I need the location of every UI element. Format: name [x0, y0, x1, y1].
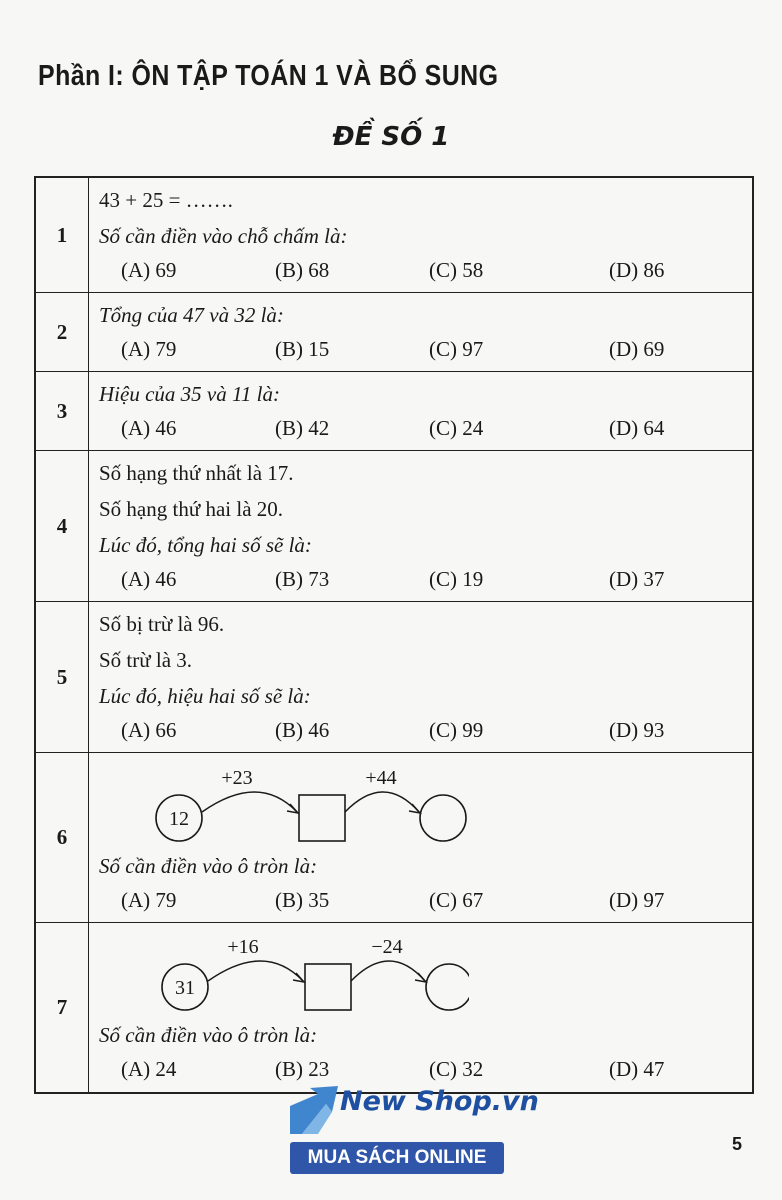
option-a[interactable]: (A) 24: [121, 1057, 177, 1082]
question-number: 2: [35, 293, 89, 372]
option-c[interactable]: (C) 24: [429, 416, 484, 440]
part-title: Phần I: ÔN TẬP TOÁN 1 VÀ BỔ SUNG: [38, 60, 499, 92]
question-number: 1: [35, 177, 89, 293]
question-body: [89, 602, 754, 753]
answer-circle[interactable]: [426, 964, 469, 1010]
option-c[interactable]: (C) 99: [429, 718, 484, 742]
newshop-logo[interactable]: [288, 1084, 539, 1178]
logo-tagline: MUA SÁCH ONLINE: [290, 1142, 504, 1174]
question-number: 7: [35, 923, 89, 1093]
option-d[interactable]: (D) 97: [609, 887, 665, 912]
option-b[interactable]: (B) 68: [275, 258, 330, 282]
option-c[interactable]: (C) 58: [429, 258, 484, 282]
answer-options: [99, 563, 742, 595]
arrow-1: [208, 961, 303, 981]
question-text: Số bị trừ là 96.: [99, 612, 225, 636]
option-b[interactable]: (B) 35: [275, 887, 330, 912]
option-b[interactable]: (B) 73: [275, 567, 330, 591]
operation-1: +23: [221, 766, 253, 789]
question-text: 43 + 25 = …….: [99, 188, 233, 212]
arrow-logo-icon: [288, 1084, 344, 1138]
operation-2: +44: [365, 766, 397, 789]
question-body: [89, 293, 754, 372]
question-number: 3: [35, 372, 89, 451]
start-number: 12: [169, 807, 189, 830]
logo-name: New Shop.vn: [340, 1086, 539, 1117]
question-prompt: Hiệu của 35 và 11 là:: [99, 382, 280, 406]
flow-diagram: [109, 760, 469, 848]
answer-options: [99, 254, 742, 286]
questions-table: [34, 176, 754, 1094]
option-a[interactable]: (A) 79: [121, 337, 177, 361]
question-row: [35, 451, 753, 602]
question-row: [35, 177, 753, 293]
page-number: 5: [732, 1134, 743, 1154]
answer-box[interactable]: [305, 964, 351, 1010]
question-prompt: Số cần điền vào ô tròn là:: [99, 1023, 318, 1048]
answer-box[interactable]: [299, 795, 345, 841]
answer-circle[interactable]: [420, 795, 466, 841]
option-a[interactable]: (A) 69: [121, 258, 177, 282]
option-b[interactable]: (B) 42: [275, 416, 330, 440]
exam-title: ĐỀ SỐ 1: [332, 122, 450, 152]
arrow-2: [345, 792, 419, 812]
question-row: [35, 923, 753, 1093]
question-text: Số hạng thứ hai là 20.: [99, 497, 284, 521]
question-prompt: Tổng của 47 và 32 là:: [99, 303, 284, 327]
arrow-2: [351, 961, 425, 981]
option-b[interactable]: (B) 15: [275, 337, 330, 361]
question-number: 5: [35, 602, 89, 753]
option-b[interactable]: (B) 46: [275, 718, 330, 742]
option-c[interactable]: (C) 19: [429, 567, 484, 591]
option-a[interactable]: (A) 66: [121, 718, 177, 742]
question-body: [89, 923, 754, 1093]
question-prompt: Lúc đó, hiệu hai số sẽ là:: [99, 684, 311, 708]
option-b[interactable]: (B) 23: [275, 1057, 330, 1082]
question-number: 4: [35, 451, 89, 602]
option-d[interactable]: (D) 37: [609, 567, 665, 591]
flow-diagram: [109, 929, 469, 1017]
option-c[interactable]: (C) 32: [429, 1057, 484, 1082]
question-row: [35, 602, 753, 753]
option-c[interactable]: (C) 67: [429, 887, 484, 912]
operation-1: +16: [227, 936, 259, 959]
answer-options: [99, 1053, 742, 1085]
answer-options: [99, 412, 742, 444]
option-a[interactable]: (A) 79: [121, 887, 177, 912]
question-text: Số hạng thứ nhất là 17.: [99, 461, 294, 485]
operation-2: −24: [371, 936, 403, 959]
question-body: [89, 177, 754, 293]
question-prompt: Số cần điền vào ô tròn là:: [99, 853, 318, 878]
start-number: 31: [175, 977, 195, 1000]
option-d[interactable]: (D) 93: [609, 718, 665, 742]
answer-options: [99, 333, 742, 365]
question-text: Số trừ là 3.: [99, 648, 193, 672]
question-row: [35, 753, 753, 923]
question-row: [35, 293, 753, 372]
option-d[interactable]: (D) 64: [609, 416, 665, 440]
option-a[interactable]: (A) 46: [121, 567, 177, 591]
question-prompt: Lúc đó, tổng hai số sẽ là:: [99, 533, 312, 557]
question-number: 6: [35, 753, 89, 923]
option-d[interactable]: (D) 47: [609, 1057, 665, 1082]
question-row: [35, 372, 753, 451]
option-d[interactable]: (D) 86: [609, 258, 665, 282]
answer-options: [99, 714, 742, 746]
question-prompt: Số cần điền vào chỗ chấm là:: [99, 224, 348, 248]
question-body: [89, 372, 754, 451]
question-body: [89, 753, 754, 923]
question-body: [89, 451, 754, 602]
option-a[interactable]: (A) 46: [121, 416, 177, 440]
option-c[interactable]: (C) 97: [429, 337, 484, 361]
arrow-1: [202, 792, 297, 812]
option-d[interactable]: (D) 69: [609, 337, 665, 361]
answer-options: [99, 884, 742, 916]
